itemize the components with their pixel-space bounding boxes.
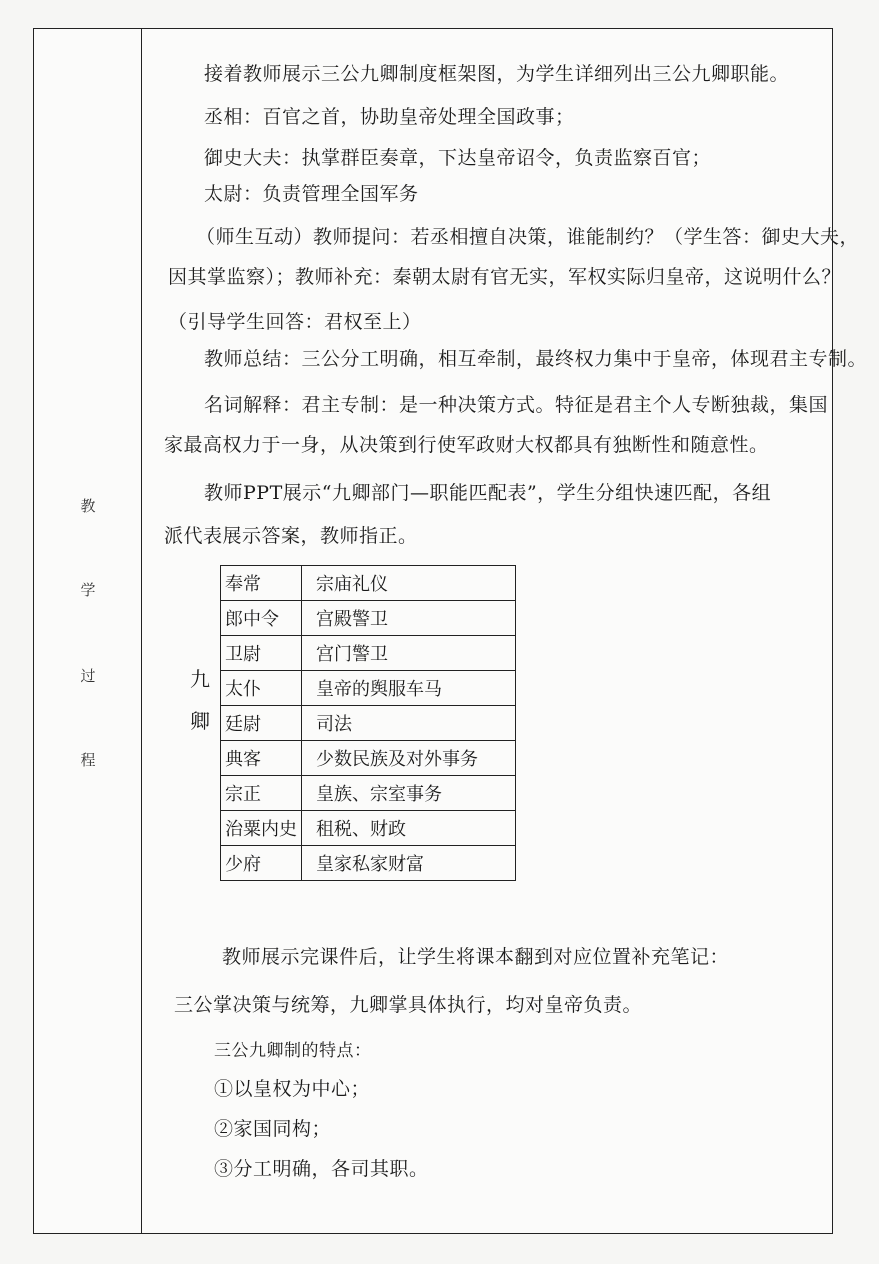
duty-cell: 宗庙礼仪 bbox=[302, 566, 516, 601]
paragraph-line: 派代表展示答案，教师指正。 bbox=[164, 525, 418, 547]
office-cell: 典客 bbox=[221, 741, 302, 776]
section-label-char: 过 bbox=[80, 667, 96, 685]
paragraph-line: ①以皇权为中心； bbox=[214, 1078, 371, 1100]
table-row bbox=[221, 671, 516, 706]
duty-cell: 租税、财政 bbox=[302, 811, 516, 846]
table-row bbox=[221, 846, 516, 881]
table-row bbox=[221, 601, 516, 636]
paragraph-line: 接着教师展示三公九卿制度框架图，为学生详细列出三公九卿职能。 bbox=[204, 63, 790, 85]
section-label-column bbox=[34, 29, 142, 1233]
paragraph-line: 教师PPT展示“九卿部门—职能匹配表”，学生分组快速匹配，各组 bbox=[204, 482, 772, 504]
paragraph-line: 家最高权力于一身，从决策到行使军政财大权都具有独断性和随意性。 bbox=[164, 434, 769, 456]
table-row bbox=[221, 566, 516, 601]
paragraph-line: 御史大夫：执掌群臣奏章，下达皇帝诏令，负责监察百官； bbox=[204, 147, 712, 169]
paragraph-line: ②家国同构； bbox=[214, 1118, 332, 1140]
teaching-process-content bbox=[142, 29, 868, 1233]
office-cell: 郎中令 bbox=[221, 601, 302, 636]
office-cell: 奉常 bbox=[221, 566, 302, 601]
office-cell: 卫尉 bbox=[221, 636, 302, 671]
duty-cell: 宫殿警卫 bbox=[302, 601, 516, 636]
paragraph-line: （引导学生回答：君权至上） bbox=[168, 311, 422, 333]
nine-ministers-label-char: 九 bbox=[190, 667, 210, 691]
paragraph-line: ③分工明确，各司其职。 bbox=[214, 1158, 429, 1180]
paragraph-line: 教师总结：三公分工明确，相互牵制，最终权力集中于皇帝，体现君主专制。 bbox=[204, 348, 868, 370]
office-cell: 太仆 bbox=[221, 671, 302, 706]
duty-cell: 司法 bbox=[302, 706, 516, 741]
duty-cell: 少数民族及对外事务 bbox=[302, 741, 516, 776]
table-row bbox=[221, 741, 516, 776]
section-label-char: 教 bbox=[80, 497, 96, 515]
table-row bbox=[221, 776, 516, 811]
lesson-plan-frame bbox=[33, 28, 868, 1234]
paragraph-line: 太尉：负责管理全国军务 bbox=[204, 183, 419, 205]
paragraph-line: 丞相：百官之首，协助皇帝处理全国政事； bbox=[204, 106, 575, 128]
duty-cell: 皇族、宗室事务 bbox=[302, 776, 516, 811]
paragraph-line: 名词解释：君主专制：是一种决策方式。特征是君主个人专断独裁，集国 bbox=[204, 394, 829, 416]
office-cell: 治粟内史 bbox=[221, 811, 302, 846]
office-cell: 宗正 bbox=[221, 776, 302, 811]
duty-cell: 皇家私家财富 bbox=[302, 846, 516, 881]
paragraph-line: （师生互动）教师提问：若丞相擅自决策，谁能制约？（学生答：御史大夫， bbox=[196, 226, 860, 248]
section-label-char: 程 bbox=[80, 751, 96, 769]
table-row bbox=[221, 811, 516, 846]
duty-cell: 宫门警卫 bbox=[302, 636, 516, 671]
office-cell: 少府 bbox=[221, 846, 302, 881]
nine-ministers-duty-table bbox=[220, 565, 516, 881]
nine-ministers-label-char: 卿 bbox=[190, 709, 210, 733]
duty-cell: 皇帝的舆服车马 bbox=[302, 671, 516, 706]
table-row bbox=[221, 706, 516, 741]
paragraph-line: 三公掌决策与统筹，九卿掌具体执行，均对皇帝负责。 bbox=[174, 994, 643, 1016]
paragraph-line: 因其掌监察）；教师补充：秦朝太尉有官无实，军权实际归皇帝，这说明什么？ bbox=[168, 266, 842, 288]
paragraph-line: 三公九卿制的特点： bbox=[214, 1041, 372, 1061]
paragraph-line: 教师展示完课件后，让学生将课本翻到对应位置补充笔记： bbox=[222, 946, 730, 968]
table-row bbox=[221, 636, 516, 671]
section-label-char: 学 bbox=[80, 581, 96, 599]
office-cell: 廷尉 bbox=[221, 706, 302, 741]
